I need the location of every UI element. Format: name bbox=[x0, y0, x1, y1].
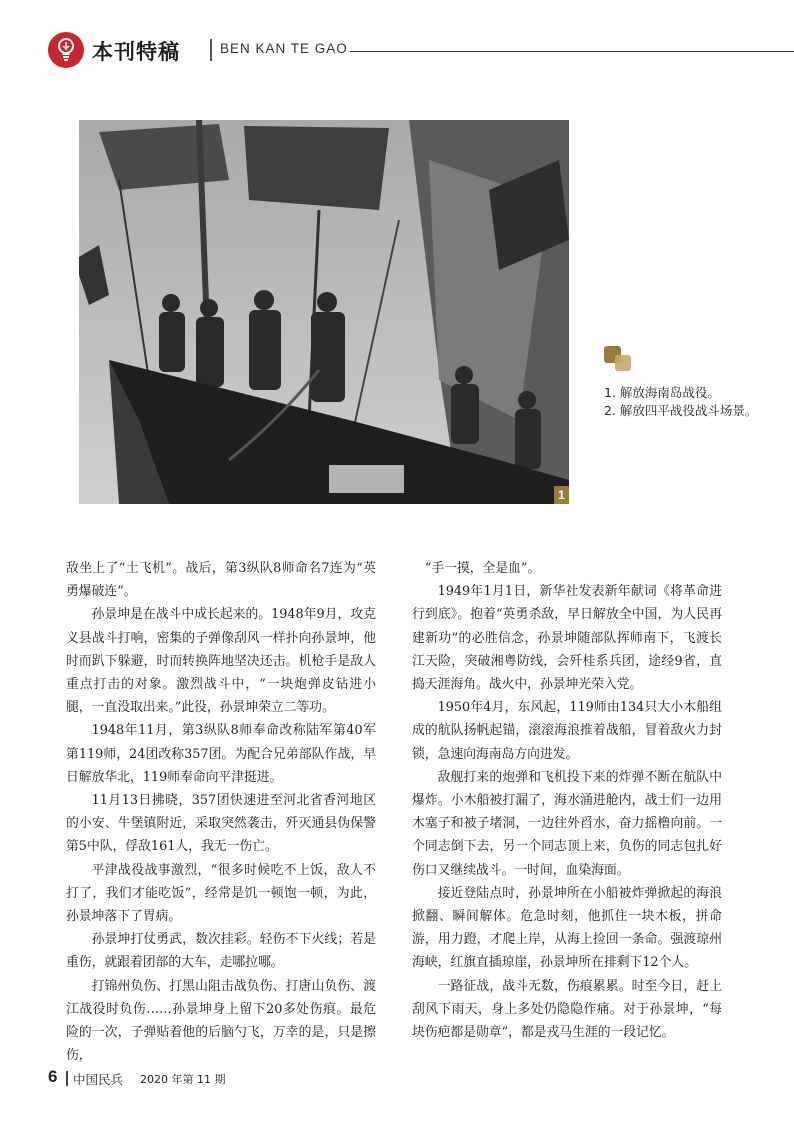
paragraph: 一路征战，战斗无数，伤痕累累。时至今日，赶上刮风下雨天，身上多处仍隐隐作痛。对于孙景坤，“每块伤疤都是勋章”，都是戎马生涯的一段记忆。 bbox=[412, 978, 722, 1041]
photo-number: 1 bbox=[554, 486, 569, 504]
paragraph: 孙景坤打仗勇武，数次挂彩。轻伤不下火线；若是重伤，就跟着团部的大车，走哪拉哪。 bbox=[66, 932, 376, 971]
photo-caption bbox=[604, 384, 779, 420]
lightbulb-icon bbox=[48, 32, 84, 68]
issue-label: 2020 年第 11 期 bbox=[140, 1073, 226, 1086]
paragraph: 接近登陆点时，孙景坤所在小船被炸弹掀起的海浪掀翻、瞬间解体。危急时刻，他抓住一块木板，拼命游，用力蹬，才爬上岸，从海上捡回一条命。强渡琼州海峡，红旗直插琼崖，孙景坤所在排剩下12个人。 bbox=[412, 885, 722, 971]
magazine-name: 中国民兵 bbox=[73, 1072, 124, 1087]
paragraph: 1950年4月，东风起，119师由134只大小木船组成的航队扬帆起锚，滚滚海浪推着战船，冒着敌火力封锁，急速向海南岛方向进发。 bbox=[412, 700, 722, 762]
paragraph: 1948年11月，第3纵队8师奉命改称陆军第40军第119师，24团改称357团。为配合兄弟部队作战，早日解放华北，119师奉命向平津挺进。 bbox=[66, 723, 376, 785]
paragraph: 11月13日拂晓，357团快速进至河北省香河地区的小安、牛堡镇附近，采取突然袭击，歼灭通县伪保警第5中队，俘敌161人，我无一伤亡。 bbox=[66, 793, 376, 855]
paragraph: 敌舰打来的炮弹和飞机投下来的炸弹不断在航队中爆炸。小木船被打漏了，海水涌进舱内，战士们一边用木塞子和被子堵洞，一边往外舀水，奋力摇橹向前。一个同志倒下去，另一个同志顶上来，负伤的同志包扎好伤口又继续战斗。一时间，血染海面。 bbox=[412, 769, 722, 878]
caption-line: 2. 解放四平战役战斗场景。 bbox=[604, 403, 758, 418]
page-number: 6 bbox=[48, 1067, 58, 1086]
caption-bullet-icon bbox=[604, 346, 634, 372]
article-column-left bbox=[66, 557, 376, 1067]
paragraph: 敌坐上了“土飞机”。战后，第3纵队8师命名7连为“英勇爆破连”。 bbox=[66, 561, 376, 600]
article-column-right bbox=[412, 557, 722, 1044]
boat-soldiers-photo bbox=[79, 120, 569, 504]
caption-line: 1. 解放海南岛战役。 bbox=[604, 385, 720, 400]
paragraph: 打锦州负伤、打黑山阻击战负伤、打唐山负伤、渡江战役时负伤……孙景坤身上留下20多处伤痕。最危险的一次，子弹贴着他的后脑勺飞，万幸的是，只是擦伤， bbox=[66, 978, 376, 1064]
paragraph: 孙景坤是在战斗中成长起来的。1948年9月，攻克义县战斗打响，密集的子弹像刮风一样扑向孙景坤，他时而趴下躲避，时而转换阵地坚决还击。机枪手是敌人重点打击的对象。激烈战斗中，“一块炮弹皮钻进小腿，一直没取出来。”此役，孙景坤荣立二等功。 bbox=[66, 607, 376, 716]
paragraph: 1949年1月1日，新华社发表新年献词《将革命进行到底》。抱着“英勇杀敌，早日解放全中国，为人民再建新功”的必胜信念，孙景坤随部队挥师南下，飞渡长江天险，突破湘粤防线，会歼桂系兵团，途经9省，直捣天涯海角。战火中，孙景坤光荣入党。 bbox=[412, 584, 722, 693]
header-divider bbox=[210, 39, 212, 61]
section-title: 本刊特稿 bbox=[92, 40, 180, 64]
historical-photo bbox=[79, 120, 569, 504]
footer-divider bbox=[66, 1071, 68, 1086]
page-header bbox=[48, 32, 794, 72]
header-rule bbox=[350, 51, 794, 52]
paragraph: “手一摸，全是血”。 bbox=[424, 561, 541, 576]
paragraph: 平津战役战事激烈，“很多时候吃不上饭，敌人不打了，我们才能吃饭”，经常是饥一顿饱一顿，为此，孙景坤落下了胃病。 bbox=[66, 862, 376, 925]
section-subtitle-en: BEN KAN TE GAO bbox=[220, 41, 348, 56]
